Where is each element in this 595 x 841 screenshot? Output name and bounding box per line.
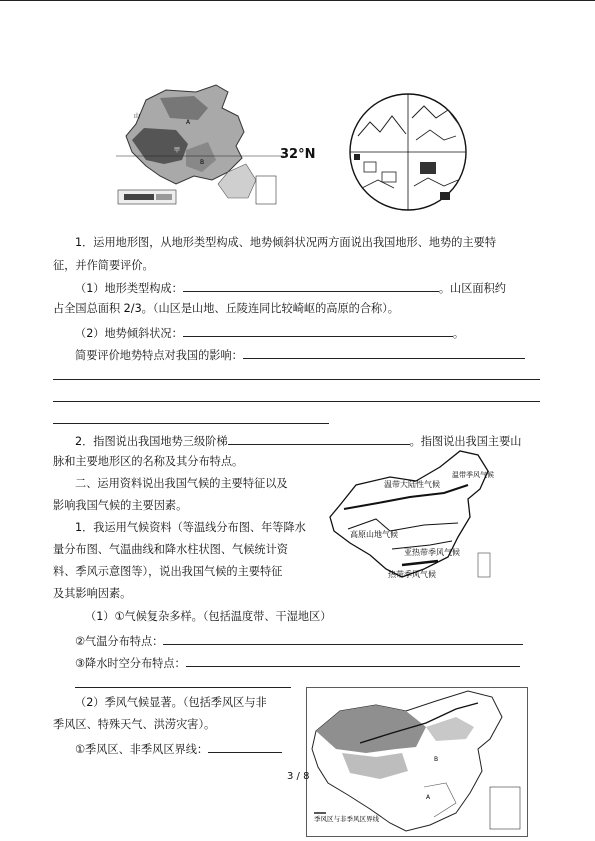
section2-line1: 二、运用资料说出我国气候的主要特征以及 [75,477,288,490]
section2-q1-line4: 及其影响因素。 [53,587,132,600]
section2-item1: （1）①气候复杂多样。（包括温度带、干湿地区） [85,610,332,623]
header-rule [0,0,595,1]
label-tropical-monsoon: 热带季风气候 [388,570,436,579]
label-plateau-mountain: 高原山地气候 [350,530,398,539]
monsoon-line1: （2）季风气候显著。（包括季风区与非 [75,696,267,709]
terrain-types-answer-blank[interactable] [183,280,439,292]
q1-item1-tail: 。山区面积约 [438,282,506,295]
q2-line2: 脉和主要地形区的名称及其分布特点。 [53,455,244,468]
label-temperate-monsoon: 温带季风气候 [452,471,494,479]
monsoon-region-map [306,687,528,837]
monsoon-boundary-legend: 季风区与非季风区界线 [314,815,379,823]
q2-line1-tail: 。指图说出我国主要山 [409,435,522,448]
q1-item1-label: （1）地形类型构成： [75,282,183,295]
svg-text:A: A [186,119,191,126]
landscape-circle-figure [348,92,468,214]
latitude-label: 32°N [280,147,316,162]
section2-item3-label: ③降水时空分布特点： [75,657,186,670]
section2-item3 [75,655,520,671]
answer-line-4[interactable] [75,687,291,688]
section2-item2-label: ②气温分布特点： [75,635,164,648]
slope-answer-blank[interactable] [183,325,453,337]
q1-item2-tail: 。 [452,327,465,340]
answer-line-3[interactable] [53,423,329,424]
monsoon-line2: 季风区、特殊天气、洪涝灾害）。 [53,718,216,731]
monsoon-boundary-label: ①季风区、非季风区界线： [75,743,209,756]
evaluation-answer-blank[interactable] [243,347,525,359]
q1-eval-label: 简要评价地势特点对我国的影响： [75,349,243,362]
section2-q1-line3: 料、季风示意图等），说出我国气候的主要特征 [53,565,283,578]
page-number: 3 / 8 [287,771,310,782]
svg-text:甲: 甲 [174,147,181,154]
q1-item1-line2: 占全国总面积 2/3。（山区是山地、丘陵连同比较崎岖的高原的合称）。 [53,302,399,315]
temperature-answer-blank[interactable] [163,633,523,645]
q1-eval [75,347,525,363]
climate-types-map [320,445,500,587]
svg-text:山: 山 [134,113,141,120]
monsoon-boundary [75,741,282,757]
q1-prompt-line2: 征，并作简要评价。 [53,259,154,272]
answer-line-1[interactable] [53,379,540,380]
map-point-label: B [434,756,439,763]
q1-item1 [75,280,506,296]
monsoon-boundary-answer-blank[interactable] [208,741,282,753]
terrain-map-figure [116,80,284,210]
svg-text:B: B [200,159,205,166]
q1-prompt-line1: 1．运用地形图，从地形类型构成、地势倾斜状况两方面说出我国地形、地势的主要特 [75,236,497,249]
label-subtropical-monsoon: 亚热带季风气候 [404,548,460,557]
q1-item2-label: （2）地势倾斜状况： [75,327,183,340]
section2-q1-line1: 1．我运用气候资料（等温线分布图、年等降水 [75,521,306,534]
precipitation-answer-blank[interactable] [186,655,520,667]
q2-line1-start: 2．指图说出我国地势三级阶梯 [75,435,228,448]
map-point-label: A [426,794,431,801]
answer-line-2[interactable] [53,401,540,402]
section2-item2 [75,633,523,649]
three-steps-answer-blank[interactable] [228,433,410,445]
section2-line2: 影响我国气候的主要因素。 [53,499,188,512]
label-temperate-continental: 温带大陆性气候 [384,480,440,489]
q1-item2 [75,325,464,341]
section2-q1-line2: 量分布图、气温曲线和降水柱状图、气候统计资 [53,543,288,556]
